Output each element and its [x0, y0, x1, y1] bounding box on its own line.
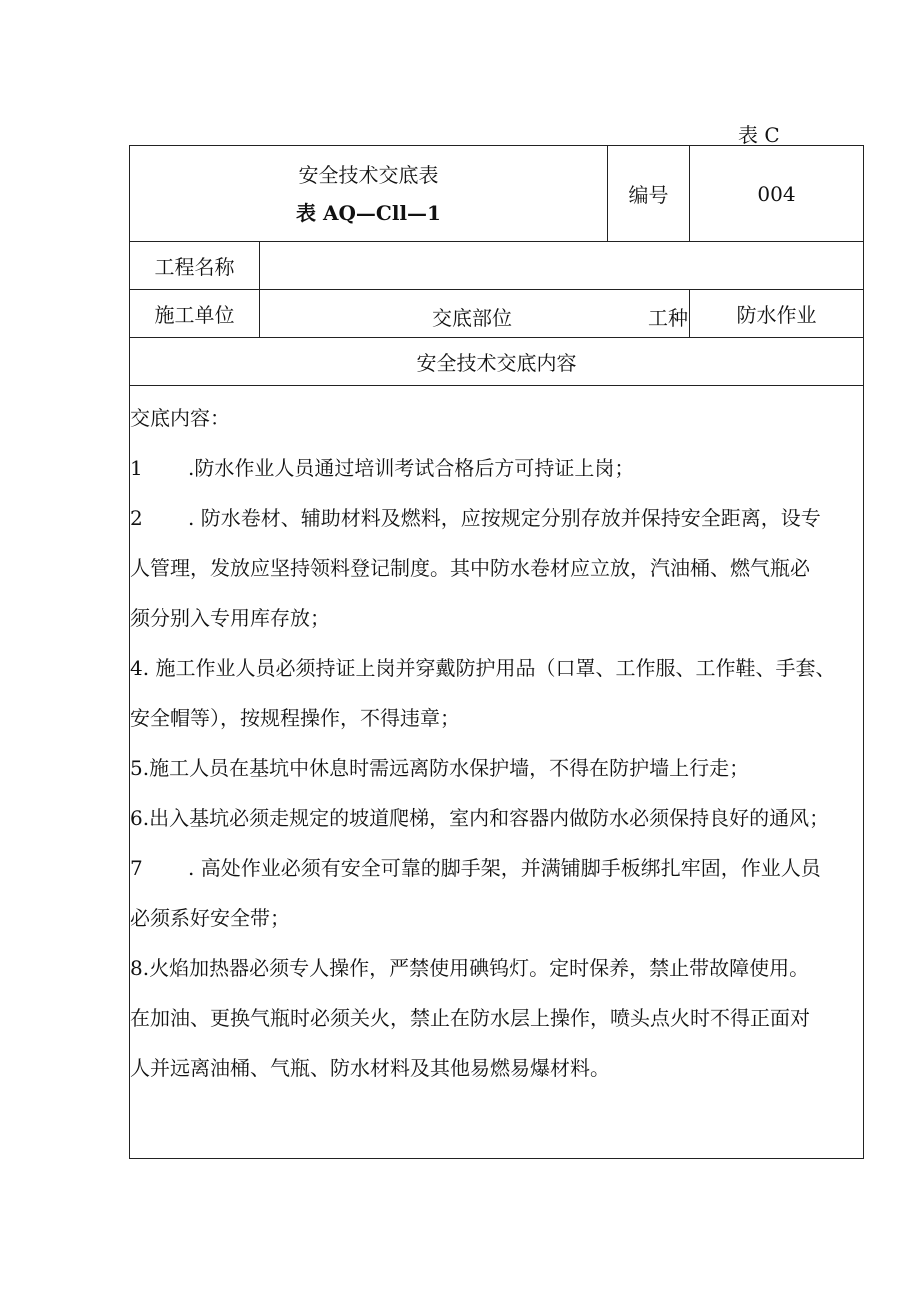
- content-line-number: 1: [130, 456, 143, 480]
- content-line-text: 安全帽等），按规程操作，不得违章；: [130, 706, 460, 730]
- table-title: 安全技术交底表: [298, 162, 439, 187]
- content-line: [130, 543, 863, 593]
- content-line: [130, 743, 863, 793]
- content-line: [130, 693, 863, 743]
- content-line: [130, 643, 863, 693]
- project-name-label: 工程名称: [130, 242, 260, 290]
- content-line: [130, 893, 863, 943]
- content-line-number: 2: [130, 506, 143, 530]
- content-line: [130, 993, 863, 1043]
- content-line: [130, 943, 863, 993]
- content-line-text: 4. 施工作业人员必须持证上岗并穿戴防护用品（口罩、工作服、工作鞋、手套、: [130, 656, 836, 680]
- construction-unit-label: 施工单位: [130, 290, 260, 338]
- content-line-text: 必须系好安全带；: [130, 906, 290, 930]
- content-line: [130, 843, 863, 893]
- unit-location-trade-cell: [260, 290, 690, 338]
- disclosure-content: [130, 386, 863, 1158]
- content-line-text: 在加油、更换气瓶时必须关火，禁止在防水层上操作，喷头点火时不得正面对: [130, 1006, 810, 1030]
- content-line-text: .防水作业人员通过培训考试合格后方可持证上岗；: [188, 456, 635, 480]
- content-line-text: 6.出入基坑必须走规定的坡道爬梯，室内和容器内做防水必须保持良好的通风；: [130, 806, 830, 830]
- content-cell: [130, 386, 864, 1159]
- form-code: 表 C: [738, 123, 780, 147]
- content-line: [130, 793, 863, 843]
- content-line: [130, 443, 863, 493]
- content-line-text: . 防水卷材、辅助材料及燃料，应按规定分别存放并保持安全距离，设专: [188, 506, 821, 530]
- trade-value: 防水作业: [690, 290, 864, 338]
- project-name-value: [260, 242, 864, 290]
- content-line-number: 7: [130, 856, 143, 880]
- content-line-text: 人管理，发放应坚持领料登记制度。其中防水卷材应立放，汽油桶、燃气瓶必: [130, 556, 810, 580]
- content-line-text: 5.施工人员在基坑中休息时需远离防水保护墙，不得在防护墙上行走；: [130, 756, 750, 780]
- table-code: 表 AQ—Cll—1: [296, 200, 441, 225]
- content-line-text: 8.火焰加热器必须专人操作，严禁使用碘钨灯。定时保养，禁止带故障使用。: [130, 956, 810, 980]
- safety-disclosure-table: [129, 145, 864, 1159]
- section-title: 安全技术交底内容: [130, 338, 864, 386]
- content-line-text: 人并远离油桶、气瓶、防水材料及其他易燃易爆材料。: [130, 1056, 610, 1080]
- header-title-cell: [130, 146, 608, 242]
- content-line-text: 须分别入专用库存放；: [130, 606, 330, 630]
- number-label: 编号: [608, 146, 690, 242]
- number-value: 004: [690, 146, 864, 242]
- content-line: [130, 593, 863, 643]
- content-line: [130, 493, 863, 543]
- disclosure-location-label: 交底部位: [432, 306, 512, 330]
- content-line-text: . 高处作业必须有安全可靠的脚手架，并满铺脚手板绑扎牢固，作业人员: [188, 856, 821, 880]
- content-intro: 交底内容：: [130, 406, 230, 430]
- trade-label: 工种: [648, 306, 688, 330]
- content-line: [130, 1043, 863, 1093]
- content-lines: [130, 443, 863, 1093]
